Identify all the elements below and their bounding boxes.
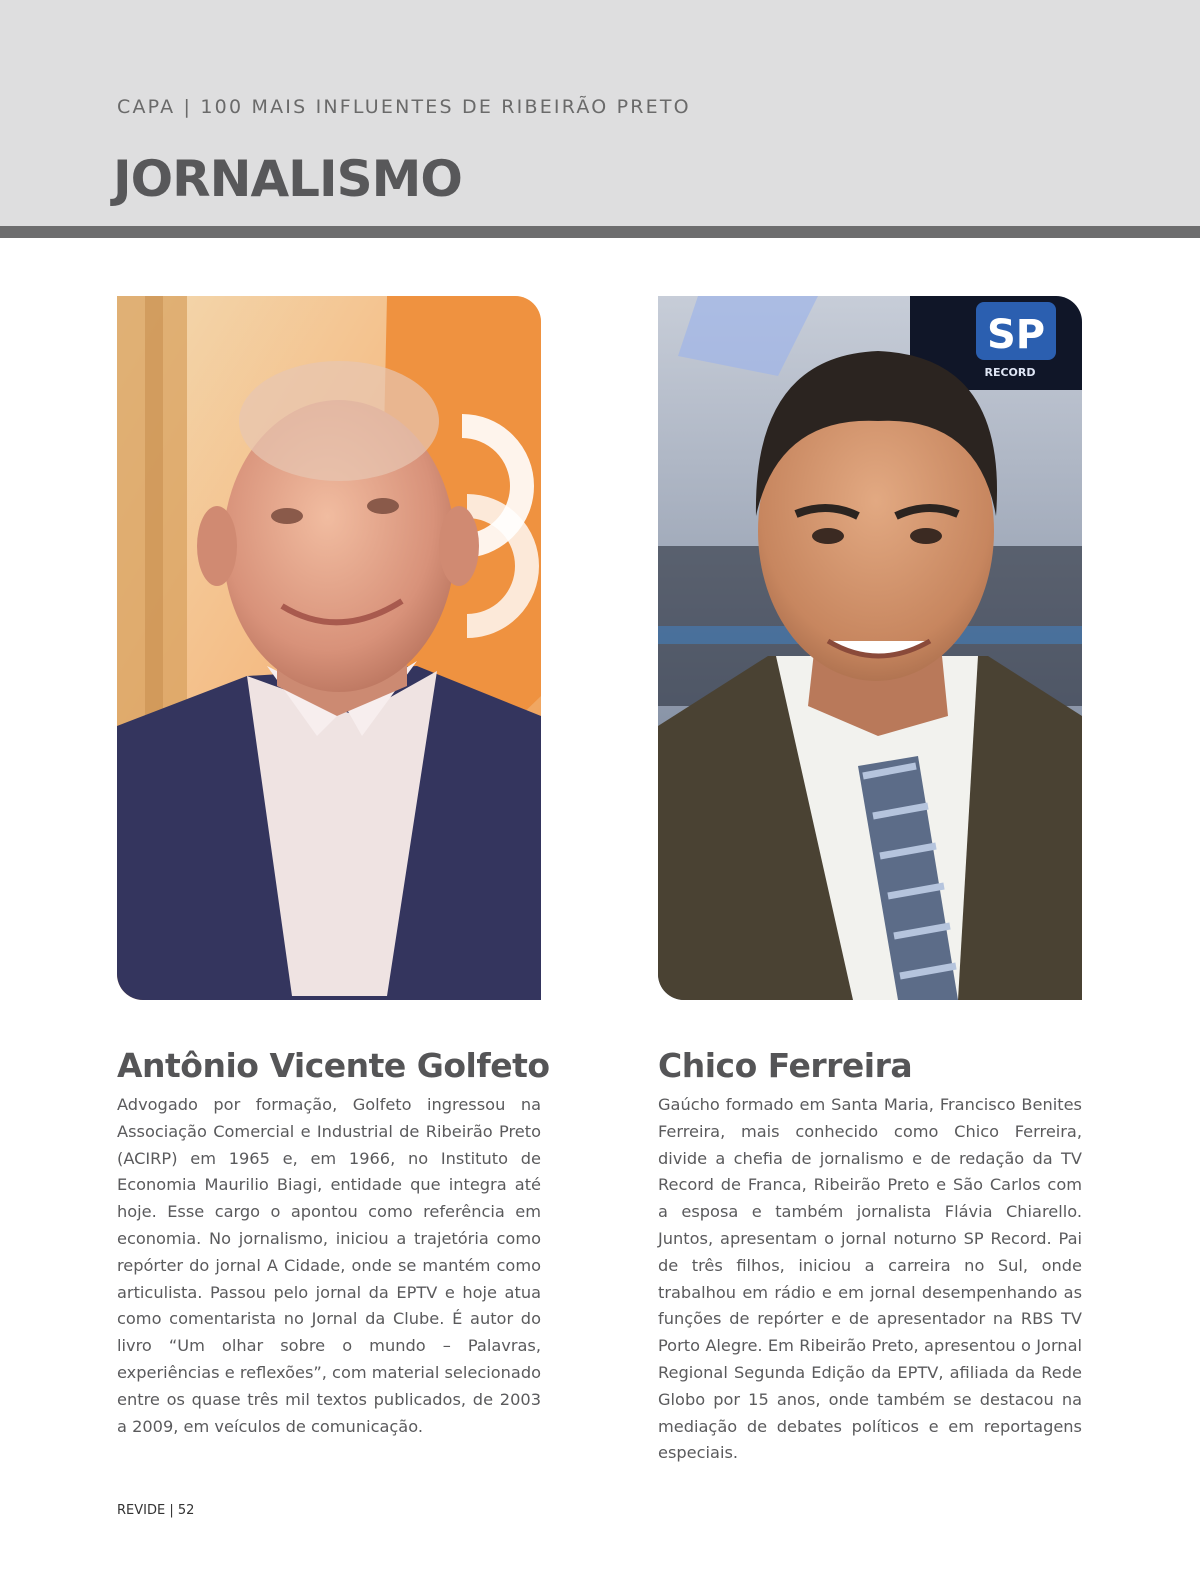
page-title: JORNALISMO: [113, 150, 462, 208]
portrait-chico-ferreira: [658, 296, 1082, 1000]
portrait-golfeto: [117, 296, 541, 1000]
sp-record-logo-sub: RECORD: [984, 366, 1036, 379]
page-footer: REVIDE | 52: [117, 1503, 195, 1518]
person-bio: Gaúcho formado em Santa Maria, Francisco Benites Ferreira, mais conhecido como Chico Ferreira, divide a chefia de jornalismo e de redação da TV Record de Franca, Ribeirão Preto e São Carlos com a esposa e também jornalista Flávia Chiarello. Juntos, apresentam o jornal noturno SP Record. Pai de três filhos, iniciou a carreira no Sul, onde trabalhou em rádio e em jornal desempenhando as funções de repórter e de apresentador na RBS TV Porto Alegre. Em Ribeirão Preto, apresentou o Jornal Regional Segunda Edição da EPTV, afiliada da Rede Globo por 15 anos, onde também se destacou na mediação de debates políticos e em reportagens especiais.: [658, 1095, 1082, 1463]
sp-record-logo: SP: [986, 312, 1046, 358]
person-name: Antônio Vicente Golfeto: [117, 1046, 550, 1085]
person-bio: Advogado por formação, Golfeto ingressou na Associação Comercial e Industrial de Ribeirão Preto (ACIRP) em 1965 e, em 1966, no Instituto de Economia Maurilio Biagi, entidade que integra até hoje. Esse cargo o apontou como referência em economia. No jornalismo, iniciou a trajetória como repórter do jornal A Cidade, onde se mantém como articulista. Passou pelo jornal da EPTV e hoje atua como comentarista no Jornal da Clube. É autor do livro “Um olhar sobre o mundo – Palavras, experiências e reflexões”, com material selecionado entre os quase três mil textos publicados, de 2003 a 2009, em veículos de comunicação.: [117, 1095, 541, 1436]
section-label: CAPA | 100 MAIS INFLUENTES DE RIBEIRÃO PRETO: [117, 96, 691, 118]
header-divider: [0, 226, 1200, 238]
person-name: Chico Ferreira: [658, 1046, 913, 1085]
